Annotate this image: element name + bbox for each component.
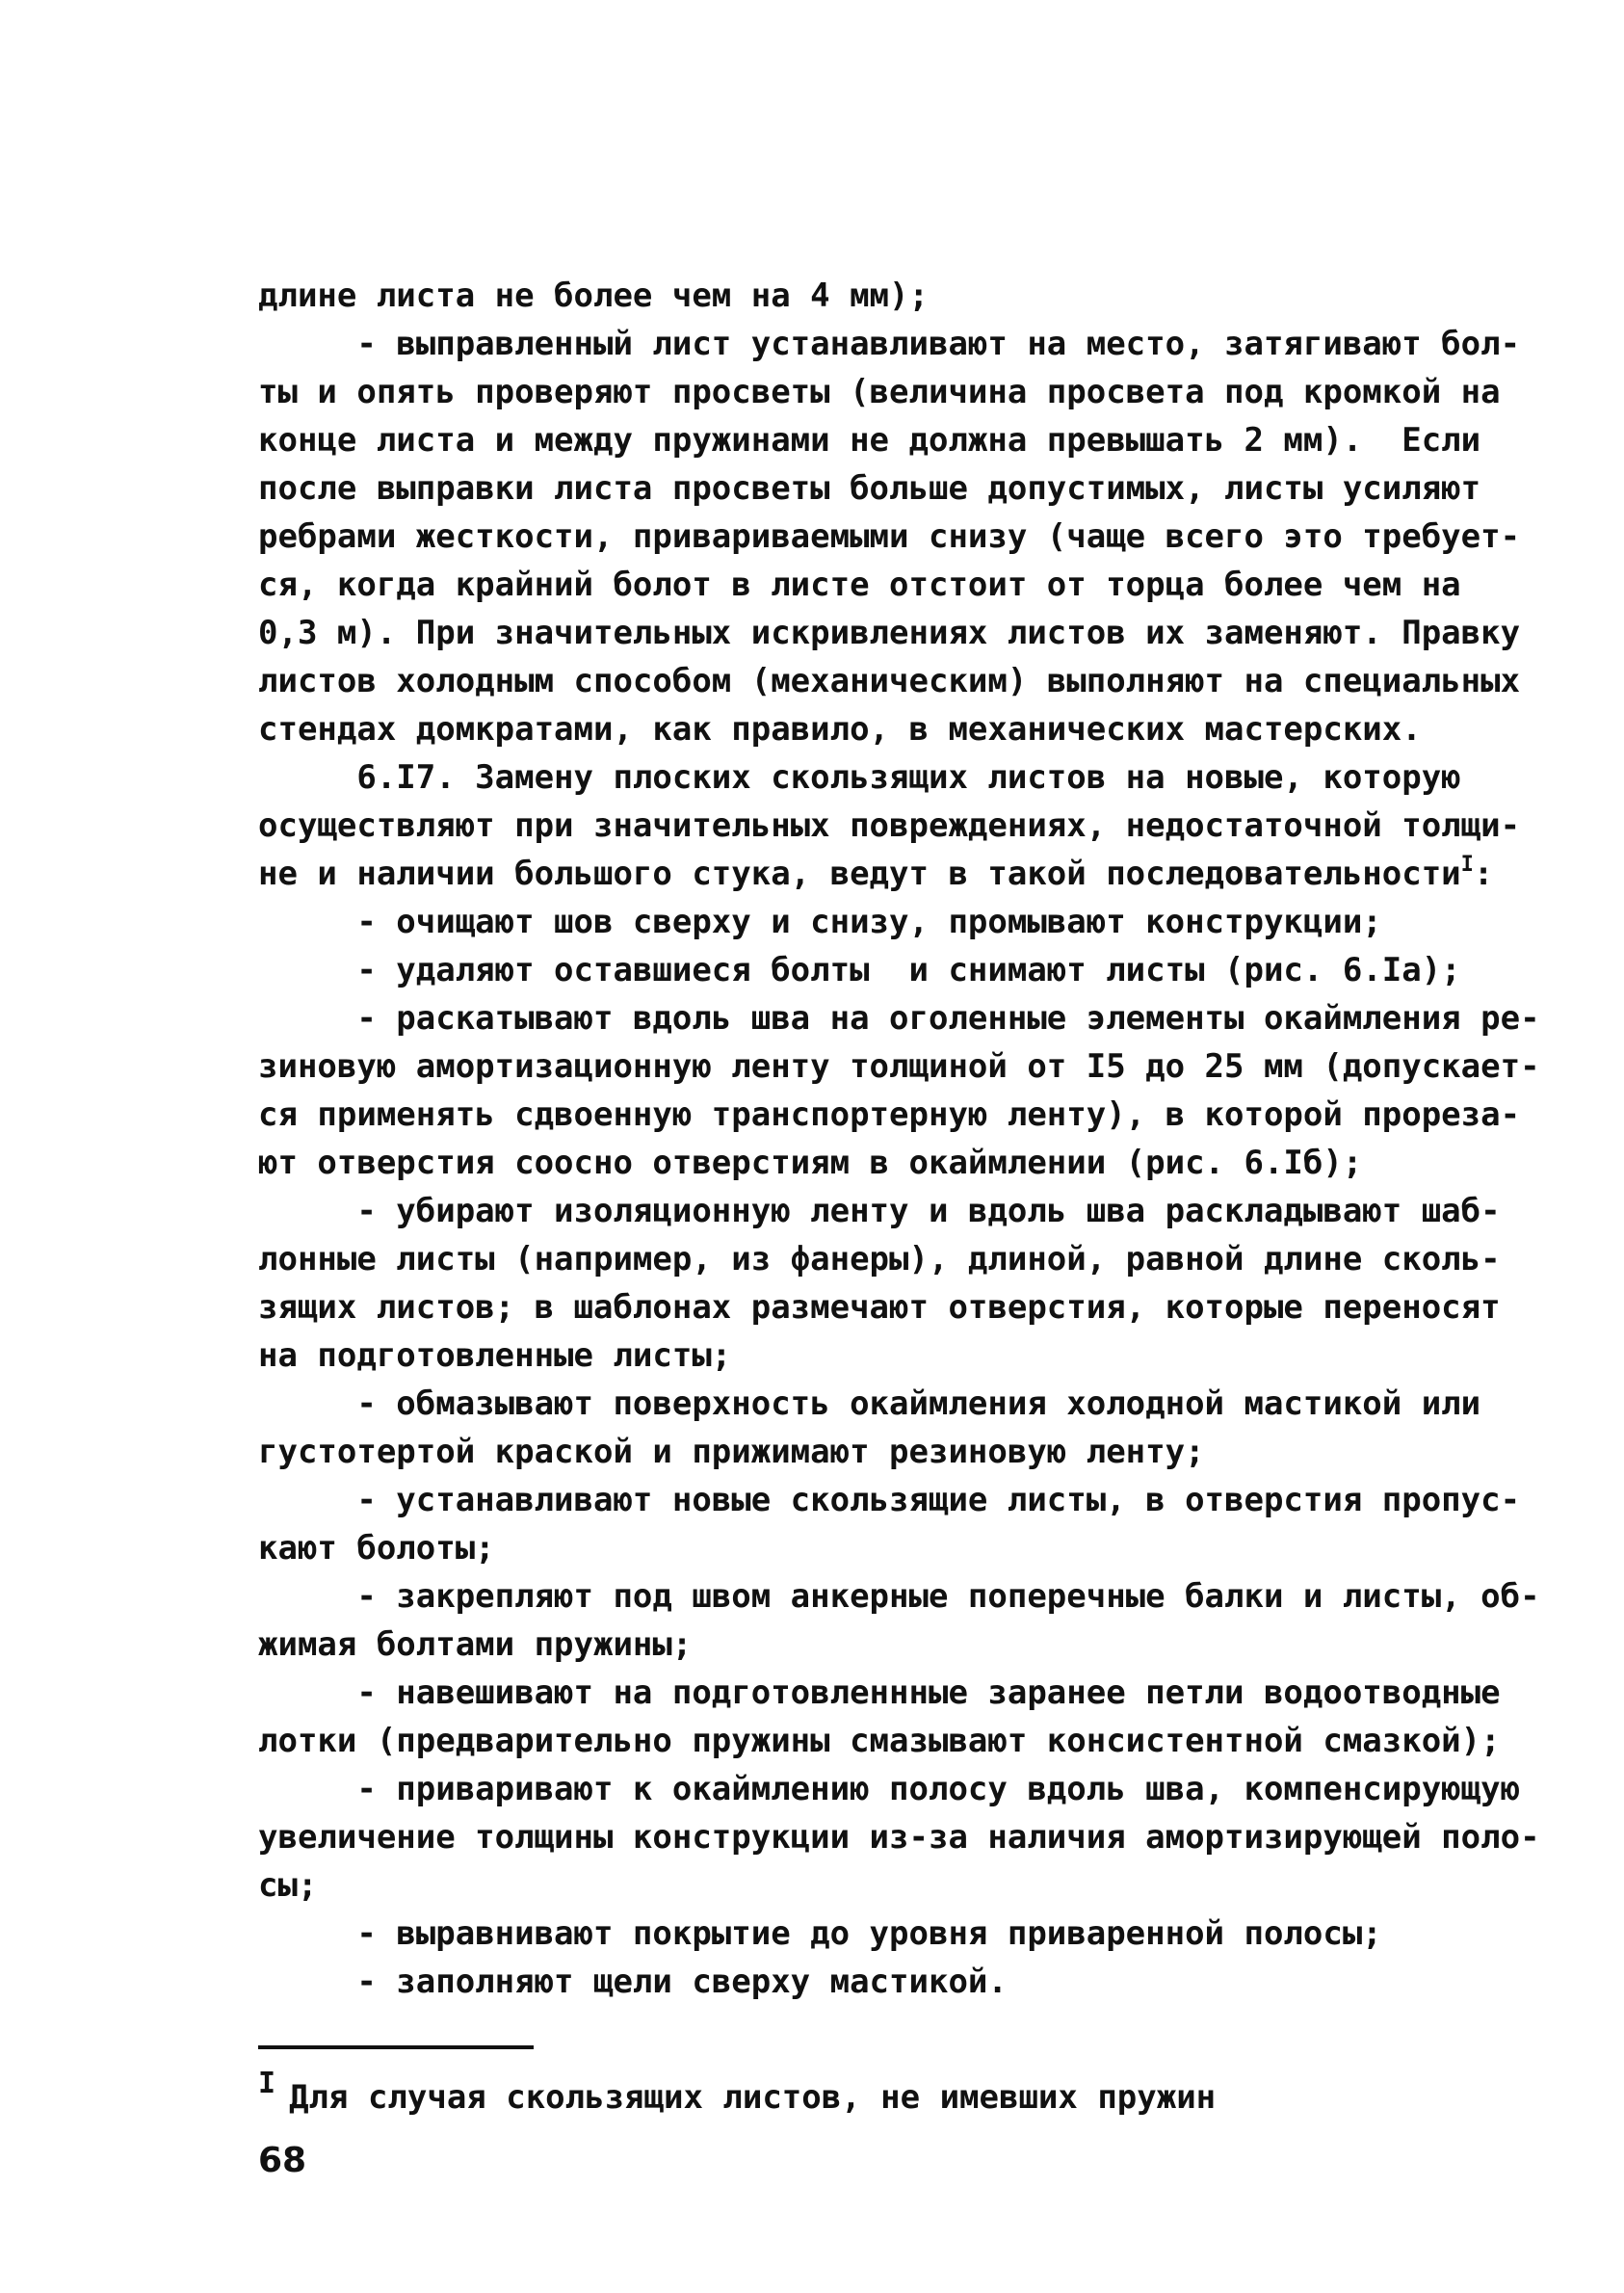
text-line: на подготовленные листы; <box>258 1336 732 1375</box>
footnote-text: Для случая скользящих листов, не имевших пружин <box>289 2078 1217 2117</box>
text-line: длине листа не более чем на 4 мм); <box>258 277 929 315</box>
text-line: - раскатывают вдоль шва на оголенные элементы окаймления ре- <box>258 999 1540 1038</box>
text-line: - удаляют оставшиеся болты и снимают листы (рис. 6.Iа); <box>258 951 1461 989</box>
text-line: после выправки листа просветы больше допустимых, листы усиляют <box>258 469 1481 508</box>
text-line: - приваривают к окаймлению полосу вдоль шва, компенсирующую <box>258 1770 1521 1808</box>
footnote <box>258 2067 1217 2122</box>
text-line: - убирают изоляционную ленту и вдоль шва раскладывают шаб- <box>258 1192 1501 1230</box>
text-line: лотки (предварительно пружины смазывают консистентной смазкой); <box>258 1722 1501 1760</box>
text-line: ребрами жесткости, привариваемыми снизу (чаще всего это требует- <box>258 517 1521 556</box>
footnote-reference: I <box>1460 853 1474 877</box>
text-line: 6.I7. Замену плоских скользящих листов на новые, которую <box>258 758 1461 797</box>
footnote-divider <box>258 2045 534 2049</box>
text-line: - устанавливают новые скользящие листы, в отверстия пропус- <box>258 1481 1521 1519</box>
text-line: - закрепляют под швом анкерные поперечные балки и листы, об- <box>258 1577 1540 1616</box>
text-line: зиновую амортизационную ленту толщиной от I5 до 25 мм (допускает- <box>258 1047 1540 1086</box>
text-line: - обмазывают поверхность окаймления холодной мастикой или <box>258 1384 1481 1423</box>
text-line: листов холодным способом (механическим) выполняют на специальных <box>258 662 1521 700</box>
text-line: сы; <box>258 1866 318 1905</box>
text-line-content: не и наличии большого стука, ведут в такой последовательности <box>258 855 1461 893</box>
text-line: стендах домкратами, как правило, в механических мастерских. <box>258 710 1422 749</box>
text-line: увеличение толщины конструкции из-за наличия амортизирующей поло- <box>258 1818 1540 1857</box>
text-line-with-footnote-ref <box>258 850 1560 898</box>
text-line: - навешивают на подготовленнные заранее петли водоотводные <box>258 1674 1501 1712</box>
text-line: ся, когда крайний болот в листе отстоит от торца более чем на <box>258 566 1461 604</box>
text-line: лонные листы (например, из фанеры), длиной, равной длине сколь- <box>258 1240 1501 1278</box>
text-line: 0,3 м). При значительных искривлениях листов их заменяют. Правку <box>258 614 1521 652</box>
page-number: 68 <box>258 2141 307 2180</box>
text-line: ют отверстия соосно отверстиям в окаймлении (рис. 6.Iб); <box>258 1144 1363 1182</box>
body-text <box>258 272 1560 2006</box>
text-line: густотертой краской и прижимают резиновую ленту; <box>258 1433 1205 1471</box>
text-line: кают болоты; <box>258 1529 495 1568</box>
text-line: ты и опять проверяют просветы (величина просвета под кромкой на <box>258 373 1501 411</box>
text-line: - заполняют щели сверху мастикой. <box>258 1963 1008 2001</box>
text-line: осуществляют при значительных повреждениях, недостаточной толщи- <box>258 806 1521 845</box>
text-line: конце листа и между пружинами не должна превышать 2 мм). Если <box>258 421 1481 460</box>
text-line: зящих листов; в шаблонах размечают отверстия, которые переносят <box>258 1288 1501 1327</box>
text-line: жимая болтами пружины; <box>258 1625 693 1664</box>
text-line: - выправленный лист устанавливают на место, затягивают бол- <box>258 325 1521 363</box>
text-line: - очищают шов сверху и снизу, промывают конструкции; <box>258 903 1382 941</box>
text-line-tail: : <box>1473 855 1494 893</box>
text-line: - выравнивают покрытие до уровня приваренной полосы; <box>258 1914 1382 1953</box>
text-line: ся применять сдвоенную транспортерную ленту), в которой прореза- <box>258 1095 1521 1134</box>
footnote-mark: I <box>258 2067 276 2100</box>
